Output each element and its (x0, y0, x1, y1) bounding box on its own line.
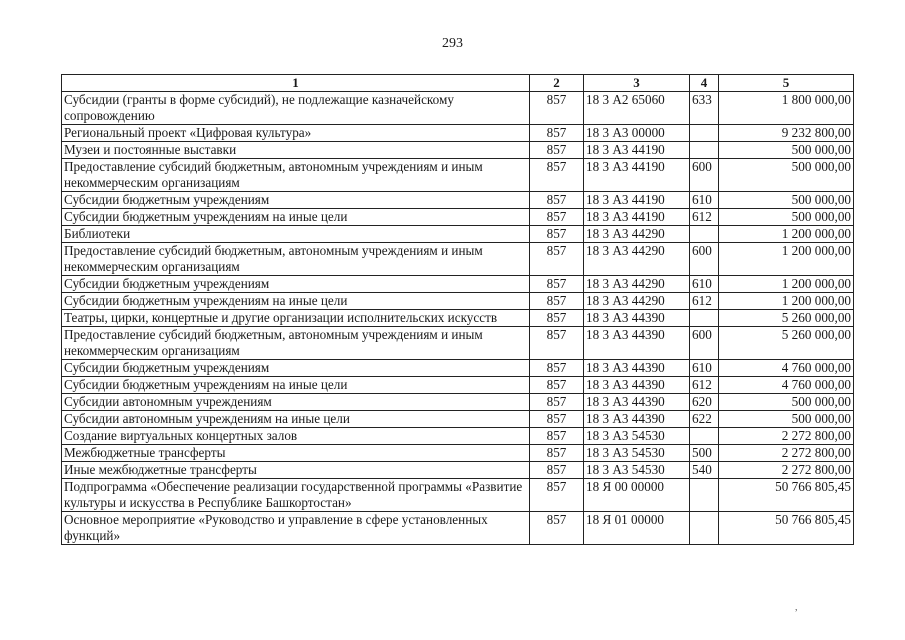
cell-sum: 5 260 000,00 (719, 327, 854, 360)
cell-grbs: 857 (530, 411, 584, 428)
cell-vr: 600 (690, 327, 719, 360)
cell-grbs: 857 (530, 377, 584, 394)
cell-sum: 2 272 800,00 (719, 445, 854, 462)
cell-name: Региональный проект «Цифровая культура» (62, 125, 530, 142)
cell-code: 18 Я 00 00000 (584, 479, 690, 512)
cell-code: 18 3 А3 44290 (584, 243, 690, 276)
cell-vr (690, 125, 719, 142)
table-row (62, 462, 854, 479)
cell-code: 18 3 А3 44290 (584, 276, 690, 293)
cell-code: 18 3 А3 44290 (584, 293, 690, 310)
cell-sum: 5 260 000,00 (719, 310, 854, 327)
table-row (62, 445, 854, 462)
cell-grbs: 857 (530, 327, 584, 360)
header-col-1: 1 (62, 75, 530, 92)
cell-sum: 500 000,00 (719, 192, 854, 209)
cell-name: Субсидии бюджетным учреждениям (62, 276, 530, 293)
table-row (62, 92, 854, 125)
table-row (62, 428, 854, 445)
cell-sum: 500 000,00 (719, 411, 854, 428)
cell-name: Предоставление субсидий бюджетным, автономным учреждениям и иным некоммерческим организациям (62, 243, 530, 276)
cell-vr: 540 (690, 462, 719, 479)
cell-name: Создание виртуальных концертных залов (62, 428, 530, 445)
cell-grbs: 857 (530, 479, 584, 512)
cell-sum: 500 000,00 (719, 394, 854, 411)
cell-grbs: 857 (530, 428, 584, 445)
cell-grbs: 857 (530, 243, 584, 276)
cell-code: 18 3 А3 00000 (584, 125, 690, 142)
cell-code: 18 3 А3 54530 (584, 462, 690, 479)
cell-sum: 500 000,00 (719, 209, 854, 226)
table-row (62, 209, 854, 226)
cell-code: 18 3 А3 44390 (584, 394, 690, 411)
cell-grbs: 857 (530, 293, 584, 310)
header-col-5: 5 (719, 75, 854, 92)
table-row (62, 411, 854, 428)
cell-name: Субсидии автономным учреждениям на иные цели (62, 411, 530, 428)
cell-name: Субсидии бюджетным учреждениям (62, 192, 530, 209)
cell-name: Библиотеки (62, 226, 530, 243)
cell-sum: 1 800 000,00 (719, 92, 854, 125)
cell-vr: 610 (690, 276, 719, 293)
cell-code: 18 3 А3 44390 (584, 377, 690, 394)
cell-vr (690, 226, 719, 243)
cell-vr: 500 (690, 445, 719, 462)
cell-vr: 612 (690, 209, 719, 226)
header-col-4: 4 (690, 75, 719, 92)
cell-code: 18 3 А3 54530 (584, 428, 690, 445)
table-row (62, 159, 854, 192)
table-row (62, 512, 854, 545)
cell-sum: 1 200 000,00 (719, 226, 854, 243)
table-row (62, 293, 854, 310)
scan-mark: , (795, 602, 798, 613)
cell-vr (690, 479, 719, 512)
cell-sum: 4 760 000,00 (719, 360, 854, 377)
budget-table-body (62, 75, 854, 545)
cell-code: 18 3 А3 44190 (584, 142, 690, 159)
cell-name: Подпрограмма «Обеспечение реализации государственной программы «Развитие культуры и искусства в Республике Башкортостан» (62, 479, 530, 512)
cell-sum: 1 200 000,00 (719, 293, 854, 310)
cell-sum: 1 200 000,00 (719, 243, 854, 276)
cell-name: Предоставление субсидий бюджетным, автономным учреждениям и иным некоммерческим организациям (62, 159, 530, 192)
cell-name: Субсидии бюджетным учреждениям на иные цели (62, 209, 530, 226)
budget-table (61, 74, 854, 545)
cell-vr: 612 (690, 293, 719, 310)
table-row (62, 310, 854, 327)
cell-vr: 620 (690, 394, 719, 411)
table-row (62, 192, 854, 209)
cell-grbs: 857 (530, 226, 584, 243)
table-row (62, 243, 854, 276)
cell-vr: 612 (690, 377, 719, 394)
cell-grbs: 857 (530, 192, 584, 209)
cell-vr: 633 (690, 92, 719, 125)
table-row (62, 377, 854, 394)
cell-grbs: 857 (530, 142, 584, 159)
table-row (62, 327, 854, 360)
cell-name: Основное мероприятие «Руководство и управление в сфере установленных функций» (62, 512, 530, 545)
cell-name: Предоставление субсидий бюджетным, автономным учреждениям и иным некоммерческим организациям (62, 327, 530, 360)
cell-grbs: 857 (530, 276, 584, 293)
cell-sum: 50 766 805,45 (719, 512, 854, 545)
table-header-row (62, 75, 854, 92)
table-row (62, 226, 854, 243)
cell-code: 18 3 А3 44390 (584, 360, 690, 377)
cell-grbs: 857 (530, 360, 584, 377)
cell-name: Субсидии бюджетным учреждениям на иные цели (62, 293, 530, 310)
cell-code: 18 Я 01 00000 (584, 512, 690, 545)
cell-grbs: 857 (530, 125, 584, 142)
cell-name: Театры, цирки, концертные и другие организации исполнительских искусств (62, 310, 530, 327)
cell-vr: 610 (690, 360, 719, 377)
cell-name: Субсидии (гранты в форме субсидий), не подлежащие казначейскому сопровождению (62, 92, 530, 125)
cell-grbs: 857 (530, 310, 584, 327)
cell-code: 18 3 А3 44390 (584, 310, 690, 327)
cell-grbs: 857 (530, 512, 584, 545)
cell-code: 18 3 А3 44390 (584, 327, 690, 360)
cell-grbs: 857 (530, 394, 584, 411)
cell-grbs: 857 (530, 159, 584, 192)
table-row (62, 360, 854, 377)
cell-vr (690, 512, 719, 545)
cell-code: 18 3 А2 65060 (584, 92, 690, 125)
cell-sum: 2 272 800,00 (719, 428, 854, 445)
cell-sum: 1 200 000,00 (719, 276, 854, 293)
cell-name: Межбюджетные трансферты (62, 445, 530, 462)
cell-grbs: 857 (530, 209, 584, 226)
cell-name: Иные межбюджетные трансферты (62, 462, 530, 479)
table-row (62, 142, 854, 159)
cell-grbs: 857 (530, 462, 584, 479)
cell-vr: 610 (690, 192, 719, 209)
page-number: 293 (442, 36, 463, 51)
cell-code: 18 3 А3 44190 (584, 192, 690, 209)
cell-vr: 600 (690, 159, 719, 192)
cell-code: 18 3 А3 54530 (584, 445, 690, 462)
cell-name: Музеи и постоянные выставки (62, 142, 530, 159)
cell-sum: 500 000,00 (719, 142, 854, 159)
cell-sum: 9 232 800,00 (719, 125, 854, 142)
header-col-2: 2 (530, 75, 584, 92)
cell-vr (690, 142, 719, 159)
cell-grbs: 857 (530, 445, 584, 462)
cell-sum: 50 766 805,45 (719, 479, 854, 512)
cell-name: Субсидии автономным учреждениям (62, 394, 530, 411)
cell-sum: 4 760 000,00 (719, 377, 854, 394)
table-row (62, 394, 854, 411)
header-col-3: 3 (584, 75, 690, 92)
cell-grbs: 857 (530, 92, 584, 125)
cell-name: Субсидии бюджетным учреждениям на иные цели (62, 377, 530, 394)
table-row (62, 276, 854, 293)
cell-sum: 2 272 800,00 (719, 462, 854, 479)
cell-code: 18 3 А3 44390 (584, 411, 690, 428)
cell-sum: 500 000,00 (719, 159, 854, 192)
cell-vr: 622 (690, 411, 719, 428)
cell-name: Субсидии бюджетным учреждениям (62, 360, 530, 377)
table-row (62, 479, 854, 512)
table-row (62, 125, 854, 142)
cell-vr (690, 428, 719, 445)
cell-code: 18 3 А3 44190 (584, 209, 690, 226)
cell-code: 18 3 А3 44290 (584, 226, 690, 243)
cell-code: 18 3 А3 44190 (584, 159, 690, 192)
cell-vr (690, 310, 719, 327)
cell-vr: 600 (690, 243, 719, 276)
